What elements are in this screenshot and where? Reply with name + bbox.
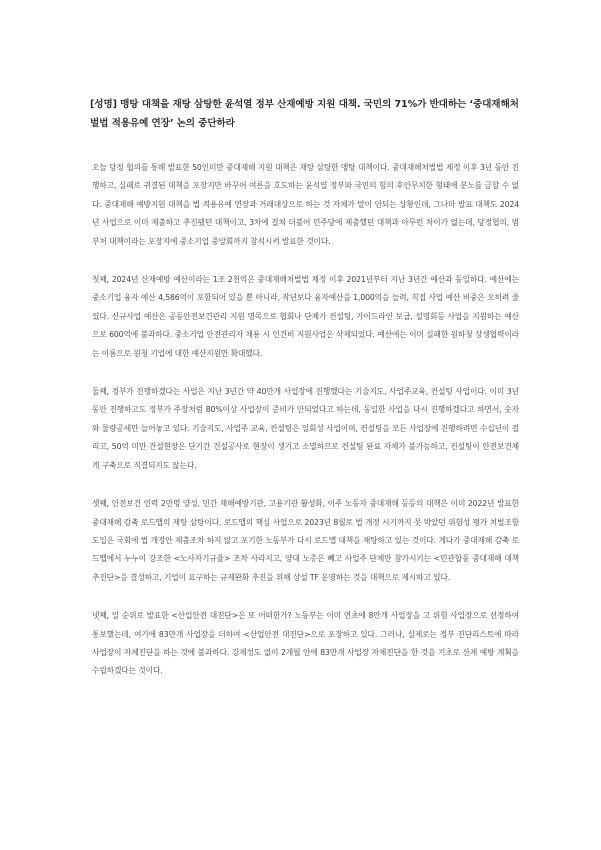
paragraph-third: 셋째, 안전보건 인력 2만명 양성, 민간 재해예방기관, 고용기관 활성화, 이주 노동자 중대재해 등등의 대책은 이미 2022년 발표한 중대재해 감축 로드맵의 재탕 삼탕이다. 로드맵의 핵심 사업으로 2023년 8월로 법 개정 시기까지 못 박았던 위험성 평가 처벌조항 도입은 국회에 법 개정안 제출조차 하지 않고 포기한 노동부가 다시 로드맵 대책을 재탕하고 있는 것이다. 게다가 중대재해 감축 로드맵에서 누누이 강조한 <노사자기규율> 조차 사라지고, 양대 노총은 빼고 사업주 단체만 참가시키는 <민관합동 중대재해 대책 추진단>을 결성하고, 기업이 요구하는 규제완화 추진을 위해 상설 TF 운영하는 것을 대책으로 제시하고 있다. xyxy=(92,499,519,582)
paragraph-first: 첫째, 2024년 산재예방 예산이라는 1조 2천억은 중대재해처벌법 제정 이후 2021년부터 지난 3년간 예산과 동일하다. 예산에는 중소기업 융자 예산 4,586억이 포함되어 있을 뿐 아니라, 작년보다 융자예산을 1,000억을 늘려, 직접 사업 예산 비중은 오히려 줄였다. 신규사업 예산은 공동안전보건관리 지원 명목으로 협회나 단체가 컨설팅, 가이드라인 보급, 설명회등 사업을 지원하는 예산으로 600억에 불과하다. 중소기업 안전관리자 채용 시 인건비 지원사업은 삭제되었다. 예산에는 이미 실패한 원하청 상생협력이라는 이름으로 원청 기업에 대한 예산지원만 확대했다. xyxy=(92,275,519,358)
statement-title: [성명] 맹탕 대책을 재탕 삼탕한 윤석열 정부 산재예방 지원 대책. 국민의 71%가 반대하는 ‘중대재해처벌법 적용유예 연장’ 논의 중단하라 xyxy=(90,99,519,129)
paragraph-intro: 오늘 당정 협의를 통해 발표한 50인미만 중대재해 지원 대책은 재탕 삼탕한 맹탕 대책이다. 중대재해처벌법 제정 이후 3년 동안 진행하고, 실패로 귀결된 대책을 포장지만 바꾸어 여론을 호도하는 윤석열 정부와 국민의 힘의 후안무치한 형태에 분노를 금할 수 없다. 중대재해 예방지원 대책을 법 적용유예 연장과 거래대상으로 하는 것 자체가 말이 안되는 상황인데, 그나마 발표 대책도 2024년 사업으로 이미 제출하고 추진됐던 대책이고, 3차에 걸쳐 더불어 민주당에 제출했던 대책과 아무런 차이가 없는데, 당정협의, 범 부처 대책이라는 포장지에 중소기업 중앙회까지 참석시켜 발표한 것이다. xyxy=(92,163,519,246)
paragraph-second: 둘째, 정부가 진행하겠다는 사업은 지난 3년간 약 40만개 사업장에 진행했다는 기술지도, 사업주교육, 컨설팅 사업이다. 이미 3년 동안 진행하고도 정부가 주장처럼 80%이상 사업장이 준비가 안되었다고 하는데, 동일한 사업을 다시 진행하겠다고 하면서, 숫자와 물량공세만 늘어놓고 있다. 기술지도, 사업주 교육, 컨설팅은 일회성 사업이며, 컨설팅을 모든 사업장에 진행하려면 수십년이 걸리고, 50억 미만 건설현장은 단기간 건설공사로 현장이 생기고 소멸하므로 컨설팅 완료 자체가 불가능하고, 컨설팅이 안전보건체계 구축으로 직결되지도 않는다. xyxy=(92,387,519,470)
paragraph-fourth: 넷째, 일 순위로 발표한 <산업안전 대진단>은 또 어떠한가? 노동부는 이미 연초에 8만개 사업장을 고 위험 사업장으로 선정하여 통보했는데, 여기에 83만개 사업장을 더하여 <산업안전 대진단>으로 포장하고 있다. 그러나, 실제로는 정부 진단리스트에 따라 사업장이 자체진단을 하는 것에 불과하다. 강제성도 없이 2개월 안에 83만개 사업장 자체진단을 한 것을 기초로 산재 예방 계획을 수립하겠다는 것이다. xyxy=(92,611,519,676)
